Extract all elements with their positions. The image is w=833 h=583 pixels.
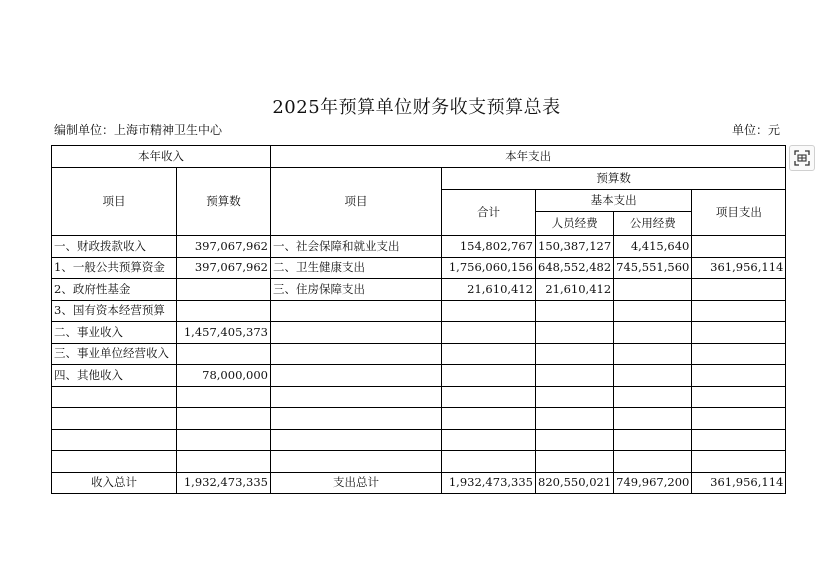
scan-icon[interactable]	[789, 145, 815, 171]
org-label: 编制单位：上海市精神卫生中心	[54, 123, 223, 137]
expense-project	[692, 279, 786, 301]
page-title: 2025年预算单位财务收支预算总表	[272, 97, 561, 118]
expense-public	[614, 279, 692, 301]
income-item	[52, 429, 177, 451]
expense-total	[442, 322, 536, 344]
income-item: 3、国有资本经营预算	[52, 300, 177, 322]
expense-project	[692, 408, 786, 430]
income-amount	[177, 343, 271, 365]
expense-public	[614, 365, 692, 387]
table-row	[52, 236, 786, 258]
table-row	[52, 451, 786, 473]
total-header: 合计	[442, 190, 536, 236]
expense-item	[271, 429, 442, 451]
scan-icon-glyph	[794, 150, 810, 166]
income-amount	[177, 451, 271, 473]
income-item	[52, 386, 177, 408]
expense-public	[614, 429, 692, 451]
income-total-label: 收入总计	[52, 472, 177, 494]
table-row	[52, 365, 786, 387]
income-item: 四、其他收入	[52, 365, 177, 387]
expense-public	[614, 322, 692, 344]
expense-personnel: 150,387,127	[536, 236, 614, 258]
expense-total	[442, 386, 536, 408]
expense-total	[442, 343, 536, 365]
expense-total	[442, 408, 536, 430]
income-item	[52, 451, 177, 473]
expense-personnel	[536, 451, 614, 473]
expense-total-public: 749,967,200	[614, 472, 692, 494]
expense-header: 本年支出	[271, 146, 786, 168]
project-header: 项目支出	[692, 190, 786, 236]
expense-project	[692, 300, 786, 322]
expense-project	[692, 386, 786, 408]
income-amount: 397,067,962	[177, 236, 271, 258]
expense-personnel	[536, 365, 614, 387]
budget-table	[51, 145, 786, 494]
expense-total: 154,802,767	[442, 236, 536, 258]
expense-total	[442, 365, 536, 387]
expense-item	[271, 408, 442, 430]
expense-personnel: 21,610,412	[536, 279, 614, 301]
income-item: 2、政府性基金	[52, 279, 177, 301]
expense-public	[614, 451, 692, 473]
expense-total-personnel: 820,550,021	[536, 472, 614, 494]
expense-project	[692, 429, 786, 451]
table-row	[52, 279, 786, 301]
table-row	[52, 257, 786, 279]
expense-public	[614, 386, 692, 408]
expense-project: 361,956,114	[692, 257, 786, 279]
income-amount	[177, 279, 271, 301]
expense-public: 4,415,640	[614, 236, 692, 258]
expense-total-sum: 1,932,473,335	[442, 472, 536, 494]
expense-project	[692, 322, 786, 344]
income-item: 1、一般公共预算资金	[52, 257, 177, 279]
expense-item: 一、社会保障和就业支出	[271, 236, 442, 258]
expense-item	[271, 322, 442, 344]
expense-item-header: 项目	[271, 168, 442, 236]
expense-total-label: 支出总计	[271, 472, 442, 494]
expense-public	[614, 408, 692, 430]
income-item: 一、财政拨款收入	[52, 236, 177, 258]
income-amount	[177, 408, 271, 430]
income-item-header: 项目	[52, 168, 177, 236]
expense-personnel	[536, 429, 614, 451]
income-amount: 397,067,962	[177, 257, 271, 279]
expense-item: 三、住房保障支出	[271, 279, 442, 301]
expense-item: 二、卫生健康支出	[271, 257, 442, 279]
income-item	[52, 408, 177, 430]
expense-personnel: 648,552,482	[536, 257, 614, 279]
expense-item	[271, 451, 442, 473]
expense-project	[692, 236, 786, 258]
income-amount	[177, 386, 271, 408]
expense-item	[271, 300, 442, 322]
expense-project	[692, 365, 786, 387]
expense-total	[442, 451, 536, 473]
income-amount	[177, 429, 271, 451]
income-header: 本年收入	[52, 146, 271, 168]
expense-item	[271, 365, 442, 387]
unit-label: 单位：元	[732, 123, 781, 137]
expense-total	[442, 300, 536, 322]
expense-item	[271, 343, 442, 365]
expense-project	[692, 343, 786, 365]
basic-header: 基本支出	[536, 190, 692, 212]
public-header: 公用经费	[614, 212, 692, 236]
expense-personnel	[536, 322, 614, 344]
expense-total	[442, 429, 536, 451]
expense-public: 745,551,560	[614, 257, 692, 279]
income-item: 二、事业收入	[52, 322, 177, 344]
expense-personnel	[536, 386, 614, 408]
expense-project	[692, 451, 786, 473]
expense-public	[614, 300, 692, 322]
expense-total-project: 361,956,114	[692, 472, 786, 494]
expense-personnel	[536, 300, 614, 322]
expense-item	[271, 386, 442, 408]
expense-personnel	[536, 343, 614, 365]
income-amount: 78,000,000	[177, 365, 271, 387]
income-item: 三、事业单位经营收入	[52, 343, 177, 365]
table-row	[52, 343, 786, 365]
income-total-amount: 1,932,473,335	[177, 472, 271, 494]
table-row	[52, 300, 786, 322]
table-row	[52, 322, 786, 344]
income-budget-header: 预算数	[177, 168, 271, 236]
expense-total: 21,610,412	[442, 279, 536, 301]
expense-public	[614, 343, 692, 365]
income-amount: 1,457,405,373	[177, 322, 271, 344]
expense-budget-header: 预算数	[442, 168, 786, 190]
expense-personnel	[536, 408, 614, 430]
personnel-header: 人员经费	[536, 212, 614, 236]
income-amount	[177, 300, 271, 322]
expense-total: 1,756,060,156	[442, 257, 536, 279]
table-row	[52, 408, 786, 430]
table-row	[52, 429, 786, 451]
table-row	[52, 386, 786, 408]
